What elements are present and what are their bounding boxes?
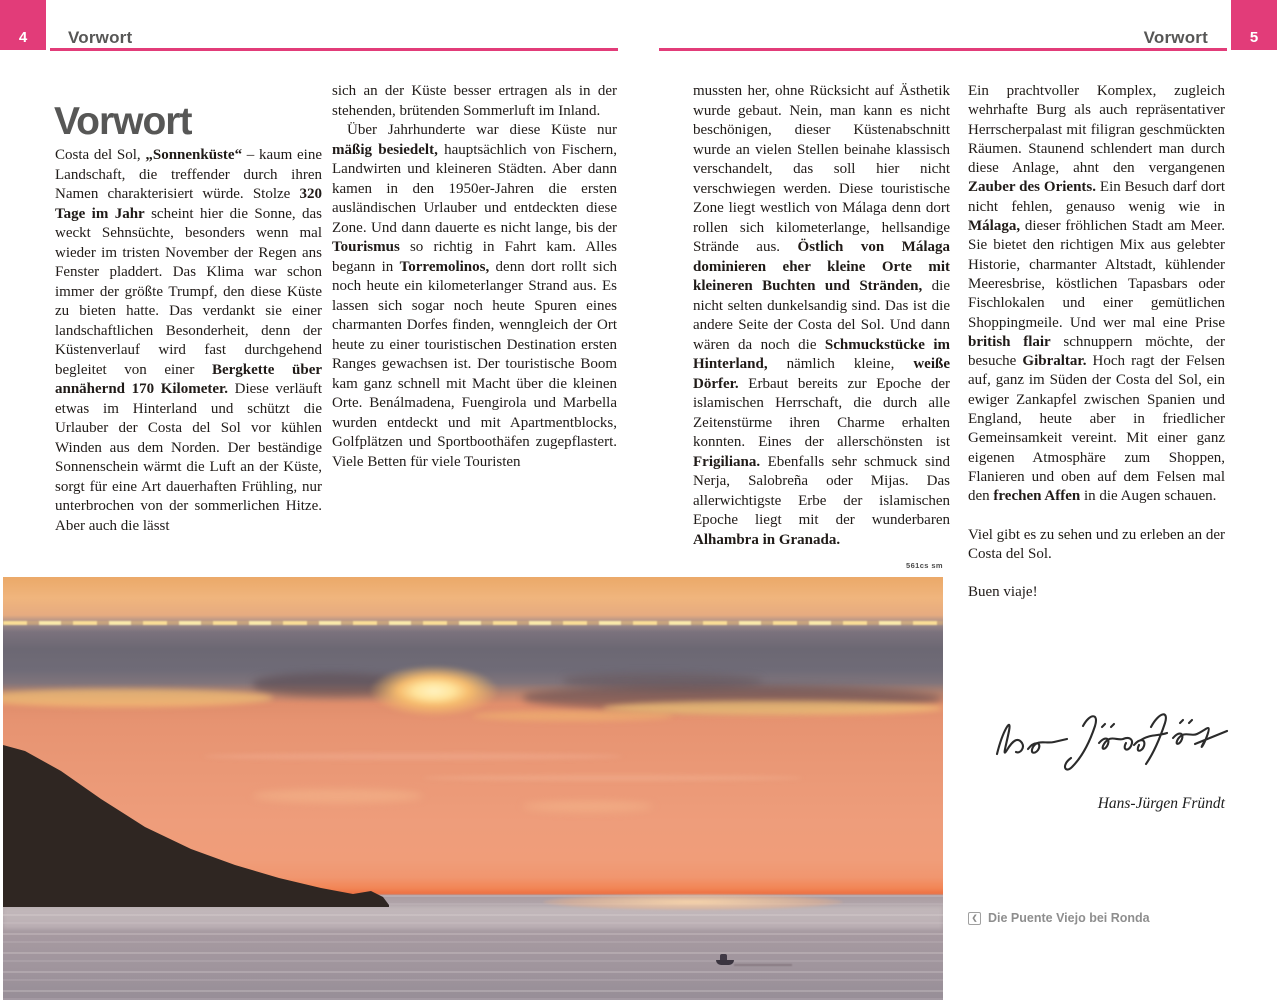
body-paragraph: Costa del Sol, „Sonnenküste“ – kaum eine Landschaft, die treffender durch ihren Namen charakterisiert würde. Stolze 320 Tage im Jahr scheint hier die Sonne, das weckt Sehnsüchte, besonders wenn mal wieder im tristen November der Regen ans Fenster pladdert. Das Klima war schon immer der größte Trumpf, den diese Küste zu bieten hatte. Das verdankt sie einer landschaftlichen Besonderheit, denn der Küstenverlauf wird fast durchgehend begleitet von einer Bergkette über annähernd 170 Kilometer. Diese verläuft etwas im Hinterland und schützt die Urlauber der Costa del Sol vor kühlen Winden aus dem Norden. Der beständige Sonnenschein wärmt die Luft an der Küste, sorgt für eine Art dauerhaften Frühling, nur unterbrochen von der sommerlichen Hitze. Aber auch die lässt xyxy=(55,147,322,534)
right-page-number-box xyxy=(1231,0,1277,50)
text-column-3 xyxy=(693,82,950,548)
sunset-photo xyxy=(3,577,943,1000)
body-paragraph: Viel gibt es zu sehen und zu erleben an der Costa del Sol. xyxy=(968,526,1225,562)
signature-image xyxy=(983,696,1231,784)
photo-credit: 561cs sm xyxy=(906,561,943,570)
handwritten-signature xyxy=(983,696,1231,784)
right-running-head: Vorwort xyxy=(1143,28,1208,47)
body-paragraph: Ein prachtvoller Komplex, zugleich wehrhafte Burg als auch repräsentativer Herrscherpalast mit filigran geschmückten Räumen. Staunend schlendert man durch diese Anlage, ahnt den vergangenen Zauber des Orients. Ein Besuch darf dort nicht fehlen, genauso wenig wie in Málaga, dieser fröhlichen Stadt am Meer. Sie bietet den richtigen Mix aus gelebter Historie, charmanter Altstadt, kühlender Meeresbrise, köstlichen Tapasbars oder Fischlokalen und einer gemütlichen Shoppingmeile. Und wer mal eine Prise british flair schnuppern möchte, der besuche Gibraltar. Hoch ragt der Felsen auf, ganz im Süden der Costa del Sol, ein ewiger Zankapfel zwischen Spanien und England, heute aber in friedlicher Gemeinsamkeit vereint. Mit einer ganz eigenen Atmosphäre zum Shoppen, Flanieren und oben auf dem Felsen mal den frechen Affen in die Augen schauen. xyxy=(968,83,1225,505)
cloud-wisp xyxy=(253,789,423,803)
sea-light-band xyxy=(3,907,943,929)
body-paragraph: Buen viaje! xyxy=(968,584,1038,601)
left-page-number: 4 xyxy=(18,29,28,46)
left-head-rule xyxy=(50,48,618,51)
cloud-highlight-rim xyxy=(3,621,943,625)
author-name: Hans-Jürgen Fründt xyxy=(1097,795,1225,812)
right-page-number: 5 xyxy=(1249,29,1259,46)
photo-caption xyxy=(968,912,1150,925)
right-head-rule xyxy=(659,48,1227,51)
chevron-left-icon: ❮ xyxy=(968,912,981,925)
fishing-boat-cabin xyxy=(720,954,727,960)
cloud-wisp xyxy=(203,753,623,760)
left-running-head: Vorwort xyxy=(68,28,133,47)
text-column-4 xyxy=(968,82,1225,662)
body-paragraph: Über Jahrhunderte war diese Küste nur mäßig besiedelt, hauptsächlich von Fischern, Landwirten und kleineren Städten. Aber dann kamen in den 1950er-Jahren die ersten ausländischen Urlauber und entdeckten diese Zone. Und dann dauerte es nicht lange, bis der Tourismus so richtig in Fahrt kam. Alles begann in Torremolinos, denn dort rollt sich noch heute ein kilometerlanger Strand aus. Es lassen sich sogar noch heute Spuren eines charmanten Dorfes finden, wenngleich der Ort heute zu einer touristischen Destination ersten Ranges gewachsen ist. Der touristische Boom kam ganz schnell mit Macht über die kleinen Orte. Benálmadena, Fuengirola und Marbella wurden entdeckt und mit Apartmentblocks, Golfplätzen und Sportboothäfen zugepflastert. Viele Betten für viele Touristen xyxy=(332,122,617,470)
text-column-2 xyxy=(332,82,617,548)
text-column-1 xyxy=(55,146,322,548)
sun-reflection xyxy=(543,894,843,910)
body-paragraph: sich an der Küste besser ertragen als in der stehenden, brütenden Sommerluft im Inland. xyxy=(332,83,617,119)
sun-glow xyxy=(369,665,499,717)
cloud-wisp xyxy=(523,801,653,812)
boat-wake xyxy=(734,964,792,966)
left-page-number-box xyxy=(0,0,46,50)
fishing-boat-silhouette xyxy=(716,960,734,965)
gold-cloud-streak xyxy=(473,711,673,721)
body-paragraph: mussten her, ohne Rücksicht auf Ästhetik wurde gebaut. Nein, man kann es nicht beschönigen, dieser Küstenabschnitt wurde an vielen Stellen beinahe klassisch verschandelt, das soll hier nicht verschwiegen werden. Diese touristische Zone liegt westlich von Málaga denn dort rollen sich kilometerlange, hellsandige Strände aus. Östlich von Málaga dominieren eher kleine Orte mit kleineren Buchten und Stränden, die nicht selten dunkelsandig sind. Das ist die andere Seite der Costa del Sol. Und dann wären da noch die Schmuckstücke im Hinterland, nämlich kleine, weiße Dörfer. Erbaut bereits zur Epoche der islamischen Herrschaft, die durch alle Zeitenstürme ihren Charme erhalten konnten. Eines der allerschönsten ist Frigiliana. Ebenfalls sehr schmuck sind Nerja, Salobreña oder Mijas. Das allerwichtigste Erbe der islamischen Epoche liegt mit der wunderbaren Alhambra in Granada. xyxy=(693,83,950,548)
cloud-wisp xyxy=(423,775,803,781)
photo-caption-text: Die Puente Viejo bei Ronda xyxy=(988,911,1150,926)
page-title: Vorwort xyxy=(54,100,192,144)
